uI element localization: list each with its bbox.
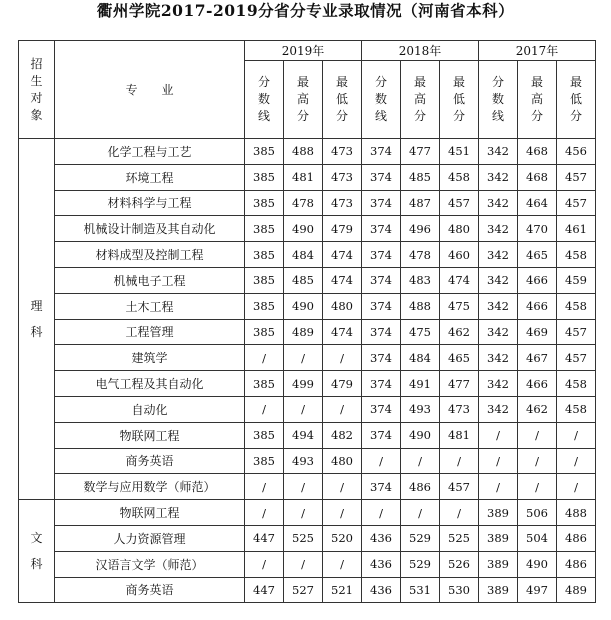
- year-header-2019: 2019年: [245, 41, 362, 61]
- score-cell: 462: [440, 319, 479, 345]
- score-cell: 462: [518, 396, 557, 422]
- score-cell: 456: [557, 139, 596, 165]
- score-cell: 342: [479, 319, 518, 345]
- score-cell: 480: [323, 293, 362, 319]
- score-cell: 374: [362, 422, 401, 448]
- score-cell: /: [557, 422, 596, 448]
- score-cell: 525: [284, 525, 323, 551]
- score-cell: 488: [401, 293, 440, 319]
- table-row: [19, 267, 596, 293]
- score-cell: 474: [440, 267, 479, 293]
- score-cell: /: [362, 500, 401, 526]
- score-cell: 385: [245, 422, 284, 448]
- score-cell: 478: [284, 190, 323, 216]
- score-cell: /: [440, 500, 479, 526]
- major-name: 电气工程及其自动化: [55, 371, 245, 397]
- score-cell: 469: [518, 319, 557, 345]
- score-cell: 473: [323, 164, 362, 190]
- score-cell: 497: [518, 577, 557, 603]
- score-line-header: 分 数 线: [245, 61, 284, 139]
- score-cell: 385: [245, 371, 284, 397]
- score-cell: 374: [362, 371, 401, 397]
- score-cell: 480: [440, 216, 479, 242]
- year-header-2017: 2017年: [479, 41, 596, 61]
- table-row: [19, 396, 596, 422]
- score-cell: 474: [323, 242, 362, 268]
- score-cell: /: [557, 448, 596, 474]
- score-cell: 447: [245, 525, 284, 551]
- table-row: [19, 500, 596, 526]
- score-cell: 465: [518, 242, 557, 268]
- score-cell: /: [284, 551, 323, 577]
- major-name: 商务英语: [55, 448, 245, 474]
- score-cell: 493: [401, 396, 440, 422]
- score-cell: 458: [557, 293, 596, 319]
- score-cell: 385: [245, 216, 284, 242]
- admission-table: [18, 40, 596, 603]
- score-cell: /: [479, 422, 518, 448]
- major-name: 汉语言文学（师范）: [55, 551, 245, 577]
- score-cell: 487: [401, 190, 440, 216]
- score-cell: 520: [323, 525, 362, 551]
- major-name: 建筑学: [55, 345, 245, 371]
- score-cell: 385: [245, 319, 284, 345]
- score-cell: 342: [479, 396, 518, 422]
- score-cell: 342: [479, 242, 518, 268]
- score-cell: 484: [284, 242, 323, 268]
- score-cell: /: [323, 474, 362, 500]
- score-cell: 473: [323, 190, 362, 216]
- score-cell: 506: [518, 500, 557, 526]
- max-score-header: 最 高 分: [401, 61, 440, 139]
- table-row: [19, 216, 596, 242]
- score-cell: 389: [479, 525, 518, 551]
- major-name: 商务英语: [55, 577, 245, 603]
- score-cell: 385: [245, 164, 284, 190]
- major-name: 物联网工程: [55, 500, 245, 526]
- score-cell: 389: [479, 551, 518, 577]
- major-name: 材料科学与工程: [55, 190, 245, 216]
- score-cell: 529: [401, 525, 440, 551]
- score-cell: 485: [284, 267, 323, 293]
- score-cell: 488: [557, 500, 596, 526]
- major-name: 自动化: [55, 396, 245, 422]
- score-cell: 485: [401, 164, 440, 190]
- category-cell: 文 科: [19, 500, 55, 603]
- score-cell: 494: [284, 422, 323, 448]
- score-cell: 504: [518, 525, 557, 551]
- score-cell: 475: [440, 293, 479, 319]
- score-cell: 465: [440, 345, 479, 371]
- major-name: 机械电子工程: [55, 267, 245, 293]
- score-line-header: 分 数 线: [479, 61, 518, 139]
- score-cell: 342: [479, 267, 518, 293]
- score-cell: 481: [440, 422, 479, 448]
- score-cell: 489: [284, 319, 323, 345]
- score-cell: /: [323, 345, 362, 371]
- score-cell: /: [284, 500, 323, 526]
- score-line-header: 分 数 线: [362, 61, 401, 139]
- score-cell: 374: [362, 293, 401, 319]
- score-cell: 374: [362, 242, 401, 268]
- score-cell: 478: [401, 242, 440, 268]
- score-cell: 475: [401, 319, 440, 345]
- major-name: 工程管理: [55, 319, 245, 345]
- score-cell: 459: [557, 267, 596, 293]
- score-cell: 490: [284, 216, 323, 242]
- score-cell: /: [518, 474, 557, 500]
- min-score-header: 最 低 分: [557, 61, 596, 139]
- score-cell: /: [323, 551, 362, 577]
- score-cell: 457: [440, 474, 479, 500]
- score-cell: 385: [245, 267, 284, 293]
- score-cell: 499: [284, 371, 323, 397]
- score-cell: 470: [518, 216, 557, 242]
- major-name: 环境工程: [55, 164, 245, 190]
- score-cell: /: [401, 448, 440, 474]
- score-cell: 374: [362, 267, 401, 293]
- score-cell: 473: [440, 396, 479, 422]
- table-row: [19, 577, 596, 603]
- score-cell: /: [245, 500, 284, 526]
- score-cell: 473: [323, 139, 362, 165]
- score-cell: 342: [479, 216, 518, 242]
- score-cell: 482: [323, 422, 362, 448]
- score-cell: 460: [440, 242, 479, 268]
- score-cell: 342: [479, 190, 518, 216]
- major-name: 材料成型及控制工程: [55, 242, 245, 268]
- max-score-header: 最 高 分: [518, 61, 557, 139]
- score-cell: 488: [284, 139, 323, 165]
- table-row: [19, 551, 596, 577]
- score-cell: /: [245, 474, 284, 500]
- score-cell: 468: [518, 139, 557, 165]
- score-cell: /: [245, 396, 284, 422]
- score-cell: 374: [362, 139, 401, 165]
- score-cell: 467: [518, 345, 557, 371]
- table-row: [19, 371, 596, 397]
- score-cell: 490: [518, 551, 557, 577]
- score-cell: 486: [401, 474, 440, 500]
- score-cell: 468: [518, 164, 557, 190]
- score-cell: 447: [245, 577, 284, 603]
- score-cell: /: [284, 474, 323, 500]
- score-cell: 342: [479, 139, 518, 165]
- score-cell: /: [479, 474, 518, 500]
- category-header: 招 生 对 象: [19, 41, 55, 139]
- score-cell: 480: [323, 448, 362, 474]
- score-cell: 385: [245, 242, 284, 268]
- score-cell: 531: [401, 577, 440, 603]
- score-cell: 374: [362, 345, 401, 371]
- major-name: 化学工程与工艺: [55, 139, 245, 165]
- score-cell: 436: [362, 577, 401, 603]
- score-cell: 481: [284, 164, 323, 190]
- score-cell: 491: [401, 371, 440, 397]
- score-cell: 374: [362, 190, 401, 216]
- score-cell: 477: [401, 139, 440, 165]
- table-row: [19, 293, 596, 319]
- score-cell: 436: [362, 551, 401, 577]
- major-name: 物联网工程: [55, 422, 245, 448]
- score-cell: 458: [557, 396, 596, 422]
- score-cell: 477: [440, 371, 479, 397]
- score-cell: 474: [323, 267, 362, 293]
- score-cell: 342: [479, 345, 518, 371]
- score-cell: 525: [440, 525, 479, 551]
- table-row: [19, 474, 596, 500]
- score-cell: 389: [479, 500, 518, 526]
- table-row: [19, 345, 596, 371]
- score-cell: /: [440, 448, 479, 474]
- score-cell: 521: [323, 577, 362, 603]
- score-cell: 342: [479, 371, 518, 397]
- score-cell: 458: [557, 242, 596, 268]
- score-cell: /: [518, 448, 557, 474]
- score-cell: /: [479, 448, 518, 474]
- score-cell: 496: [401, 216, 440, 242]
- score-cell: 457: [557, 190, 596, 216]
- score-cell: 464: [518, 190, 557, 216]
- score-cell: 385: [245, 139, 284, 165]
- score-cell: 374: [362, 216, 401, 242]
- page-title: 衢州学院2017-2019分省分专业录取情况（河南省本科）: [96, 1, 515, 20]
- score-cell: 451: [440, 139, 479, 165]
- score-cell: 457: [440, 190, 479, 216]
- score-cell: 385: [245, 293, 284, 319]
- score-cell: 486: [557, 551, 596, 577]
- table-row: [19, 190, 596, 216]
- score-cell: 493: [284, 448, 323, 474]
- score-cell: 484: [401, 345, 440, 371]
- table-row: [19, 139, 596, 165]
- score-cell: /: [362, 448, 401, 474]
- score-cell: 458: [557, 371, 596, 397]
- score-cell: /: [245, 551, 284, 577]
- table-row: [19, 319, 596, 345]
- table-row: [19, 422, 596, 448]
- score-cell: 479: [323, 216, 362, 242]
- min-score-header: 最 低 分: [440, 61, 479, 139]
- score-cell: 389: [479, 577, 518, 603]
- score-cell: 527: [284, 577, 323, 603]
- score-cell: 526: [440, 551, 479, 577]
- score-cell: 474: [323, 319, 362, 345]
- score-cell: /: [557, 474, 596, 500]
- table-row: [19, 242, 596, 268]
- score-cell: 374: [362, 164, 401, 190]
- table-body: [19, 139, 596, 603]
- score-cell: 466: [518, 371, 557, 397]
- score-cell: 385: [245, 448, 284, 474]
- score-cell: /: [284, 396, 323, 422]
- score-cell: /: [323, 500, 362, 526]
- score-cell: 342: [479, 293, 518, 319]
- score-cell: /: [245, 345, 284, 371]
- score-cell: /: [284, 345, 323, 371]
- score-cell: 486: [557, 525, 596, 551]
- score-cell: /: [323, 396, 362, 422]
- score-cell: 483: [401, 267, 440, 293]
- score-cell: 490: [401, 422, 440, 448]
- score-cell: 466: [518, 267, 557, 293]
- score-cell: 374: [362, 319, 401, 345]
- score-cell: 457: [557, 164, 596, 190]
- major-name: 数学与应用数学（师范）: [55, 474, 245, 500]
- max-score-header: 最 高 分: [284, 61, 323, 139]
- min-score-header: 最 低 分: [323, 61, 362, 139]
- major-name: 机械设计制造及其自动化: [55, 216, 245, 242]
- score-cell: 466: [518, 293, 557, 319]
- score-cell: 530: [440, 577, 479, 603]
- table-row: [19, 448, 596, 474]
- score-cell: /: [401, 500, 440, 526]
- major-header: 专 业: [55, 41, 245, 139]
- score-cell: 457: [557, 319, 596, 345]
- table-row: [19, 164, 596, 190]
- major-name: 人力资源管理: [55, 525, 245, 551]
- score-cell: 374: [362, 396, 401, 422]
- year-header-2018: 2018年: [362, 41, 479, 61]
- score-cell: 342: [479, 164, 518, 190]
- score-cell: 461: [557, 216, 596, 242]
- score-cell: 490: [284, 293, 323, 319]
- score-cell: 436: [362, 525, 401, 551]
- score-cell: 529: [401, 551, 440, 577]
- major-name: 土木工程: [55, 293, 245, 319]
- score-cell: 489: [557, 577, 596, 603]
- table-row: [19, 525, 596, 551]
- category-cell: 理 科: [19, 139, 55, 500]
- score-cell: 479: [323, 371, 362, 397]
- score-cell: /: [518, 422, 557, 448]
- score-cell: 458: [440, 164, 479, 190]
- score-cell: 385: [245, 190, 284, 216]
- score-cell: 457: [557, 345, 596, 371]
- score-cell: 374: [362, 474, 401, 500]
